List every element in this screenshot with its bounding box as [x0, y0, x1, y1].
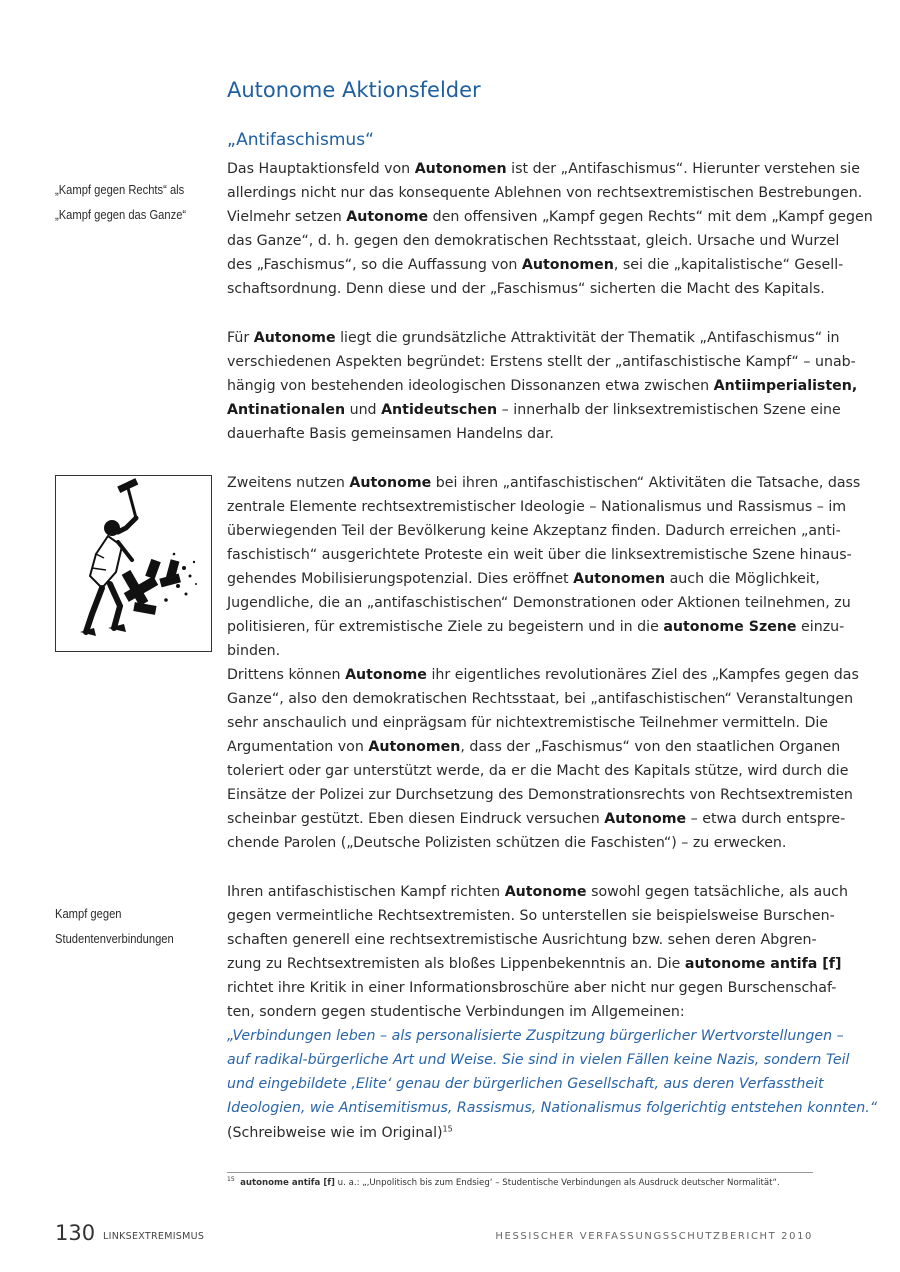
text-line: Einsätze der Polizei zur Durchsetzung des Demonstrationsrechts von Rechtsextremisten — [227, 787, 853, 803]
text-line: auf radikal-bürgerliche Art und Weise. Sie sind in vielen Fällen keine Nazis, sondern Teil — [227, 1052, 850, 1068]
margin-note-line: Kampf gegen — [55, 906, 122, 921]
section-subheading: „Antifaschismus“ — [227, 130, 374, 150]
text-line: toleriert oder gar unterstützt werde, da er die Macht des Kapitals stütze, wird durch die — [227, 763, 849, 779]
text-line: ten, sondern gegen studentische Verbindungen im Allgemeinen: — [227, 1004, 685, 1020]
text-line: Drittens können Autonome ihr eigentliches revolutionäres Ziel des „Kampfes gegen das — [227, 667, 859, 683]
text-line: hängig von bestehenden ideologischen Dissonanzen etwa zwischen Antiimperialisten, — [227, 378, 858, 394]
text-line: schaften generell eine rechtsextremistische Ausrichtung bzw. sehen deren Abgren- — [227, 932, 817, 948]
margin-note-studentenverbindungen — [55, 902, 174, 951]
footnote-divider — [227, 1172, 813, 1173]
text-line: gehendes Mobilisierungspotenzial. Dies eröffnet Autonomen auch die Möglichkeit, — [227, 571, 820, 587]
text-line: überwiegenden Teil der Bevölkerung keine Akzeptanz finden. Dadurch erreichen „anti- — [227, 523, 841, 539]
text-line: Das Hauptaktionsfeld von Autonomen ist der „Antifaschismus“. Hierunter verstehen sie — [227, 161, 860, 177]
illustration-frame — [55, 475, 212, 652]
text-line: chende Parolen („Deutsche Polizisten schützen die Faschisten“) – zu erwecken. — [227, 835, 787, 851]
report-name: HESSISCHER VERFASSUNGSSCHUTZBERICHT 2010 — [495, 1231, 813, 1242]
margin-note-line: „Kampf gegen Rechts“ als — [55, 182, 185, 197]
text-line: Ihren antifaschistischen Kampf richten Autonome sowohl gegen tatsächliche, als auch — [227, 884, 848, 900]
footnote-number: 15 — [227, 1176, 235, 1183]
text-line: Jugendliche, die an „antifaschistischen“ Demonstrationen oder Aktionen teilnehmen, zu — [227, 595, 851, 611]
text-line: Ganze“, also den demokratischen Rechtsstaat, bei „antifaschistischen“ Veranstaltungen — [227, 691, 854, 707]
section-name: LINKSEXTREMISMUS — [103, 1231, 205, 1242]
text-line: (Schreibweise wie im Original)$^{15}$ — [227, 1124, 453, 1141]
footnote — [227, 1176, 813, 1188]
footnote-text: u. a.: „‚Unpolitisch bis zum Endsieg‘ – Studentische Verbindungen als Ausdruck deutscher Normalität“. — [334, 1177, 780, 1188]
text-line: und eingebildete ‚Elite‘ genau der bürgerlichen Gesellschaft, aus deren Verfasstheit — [227, 1076, 824, 1092]
text-line: Vielmehr setzen Autonome den offensiven „Kampf gegen Rechts“ mit dem „Kampf gegen — [227, 209, 873, 225]
margin-note-kampf-gegen-rechts — [55, 178, 186, 227]
text-line: sehr anschaulich und einprägsam für nichtextremistische Teilnehmer vermitteln. Die — [227, 715, 829, 731]
text-line: zentrale Elemente rechtsextremistischer Ideologie – Nationalismus und Rassismus – im — [227, 499, 847, 515]
text-line: Für Autonome liegt die grundsätzliche Attraktivität der Thematik „Antifaschismus“ in — [227, 330, 840, 346]
text-line: politisieren, für extremistische Ziele zu begeistern und in die autonome Szene einzu- — [227, 619, 845, 635]
text-line: richtet ihre Kritik in einer Informationsbroschüre aber nicht nur gegen Burschenschaf- — [227, 980, 837, 996]
text-line: verschiedenen Aspekten begründet: Erstens stellt der „antifaschistische Kampf“ – unab- — [227, 354, 856, 370]
person-smashing-swastika-icon — [56, 476, 211, 651]
text-line: das Ganze“, d. h. gegen den demokratischen Rechtsstaat, gleich. Ursache und Wurzel — [227, 233, 840, 249]
text-line: gegen vermeintliche Rechtsextremisten. So unterstellen sie beispielsweise Burschen- — [227, 908, 835, 924]
text-line: Argumentation von Autonomen, dass der „Faschismus“ von den staatlichen Organen — [227, 739, 841, 755]
footnote-author: autonome antifa [f] — [240, 1177, 335, 1188]
text-line: binden. — [227, 643, 281, 659]
page-heading: Autonome Aktionsfelder — [227, 78, 481, 102]
text-line: schaftsordnung. Denn diese und der „Faschismus“ sicherten die Macht des Kapitals. — [227, 281, 825, 297]
margin-note-line: Studentenverbindungen — [55, 930, 174, 946]
text-line: dauerhafte Basis gemeinsamen Handelns dar. — [227, 426, 554, 442]
text-line: allerdings nicht nur das konsequente Ablehnen von rechtsextremistischen Bestrebungen. — [227, 185, 863, 201]
text-line: scheinbar gestützt. Eben diesen Eindruck versuchen Autonome – etwa durch entspre- — [227, 811, 846, 827]
text-line: zung zu Rechtsextremisten als bloßes Lippenbekenntnis an. Die autonome antifa [f] — [227, 956, 842, 972]
text-line: Zweitens nutzen Autonome bei ihren „antifaschistischen“ Aktivitäten die Tatsache, dass — [227, 475, 861, 491]
margin-note-line: „Kampf gegen das Ganze“ — [55, 206, 187, 222]
text-line: „Verbindungen leben – als personalisierte Zuspitzung bürgerlicher Wertvorstellungen – — [227, 1028, 844, 1044]
text-line: faschistisch“ ausgerichtete Proteste ein weit über die linksextremistische Szene hinaus- — [227, 547, 852, 563]
text-line: Ideologien, wie Antisemitismus, Rassismus, Nationalismus folgerichtig entstehen konnten.“ — [227, 1100, 878, 1116]
page-number: 130 — [55, 1221, 96, 1245]
text-line: Antinationalen und Antideutschen – innerhalb der linksextremistischen Szene eine — [227, 402, 841, 418]
text-line: des „Faschismus“, so die Auffassung von Autonomen, sei die „kapitalistische“ Gesell- — [227, 257, 844, 273]
